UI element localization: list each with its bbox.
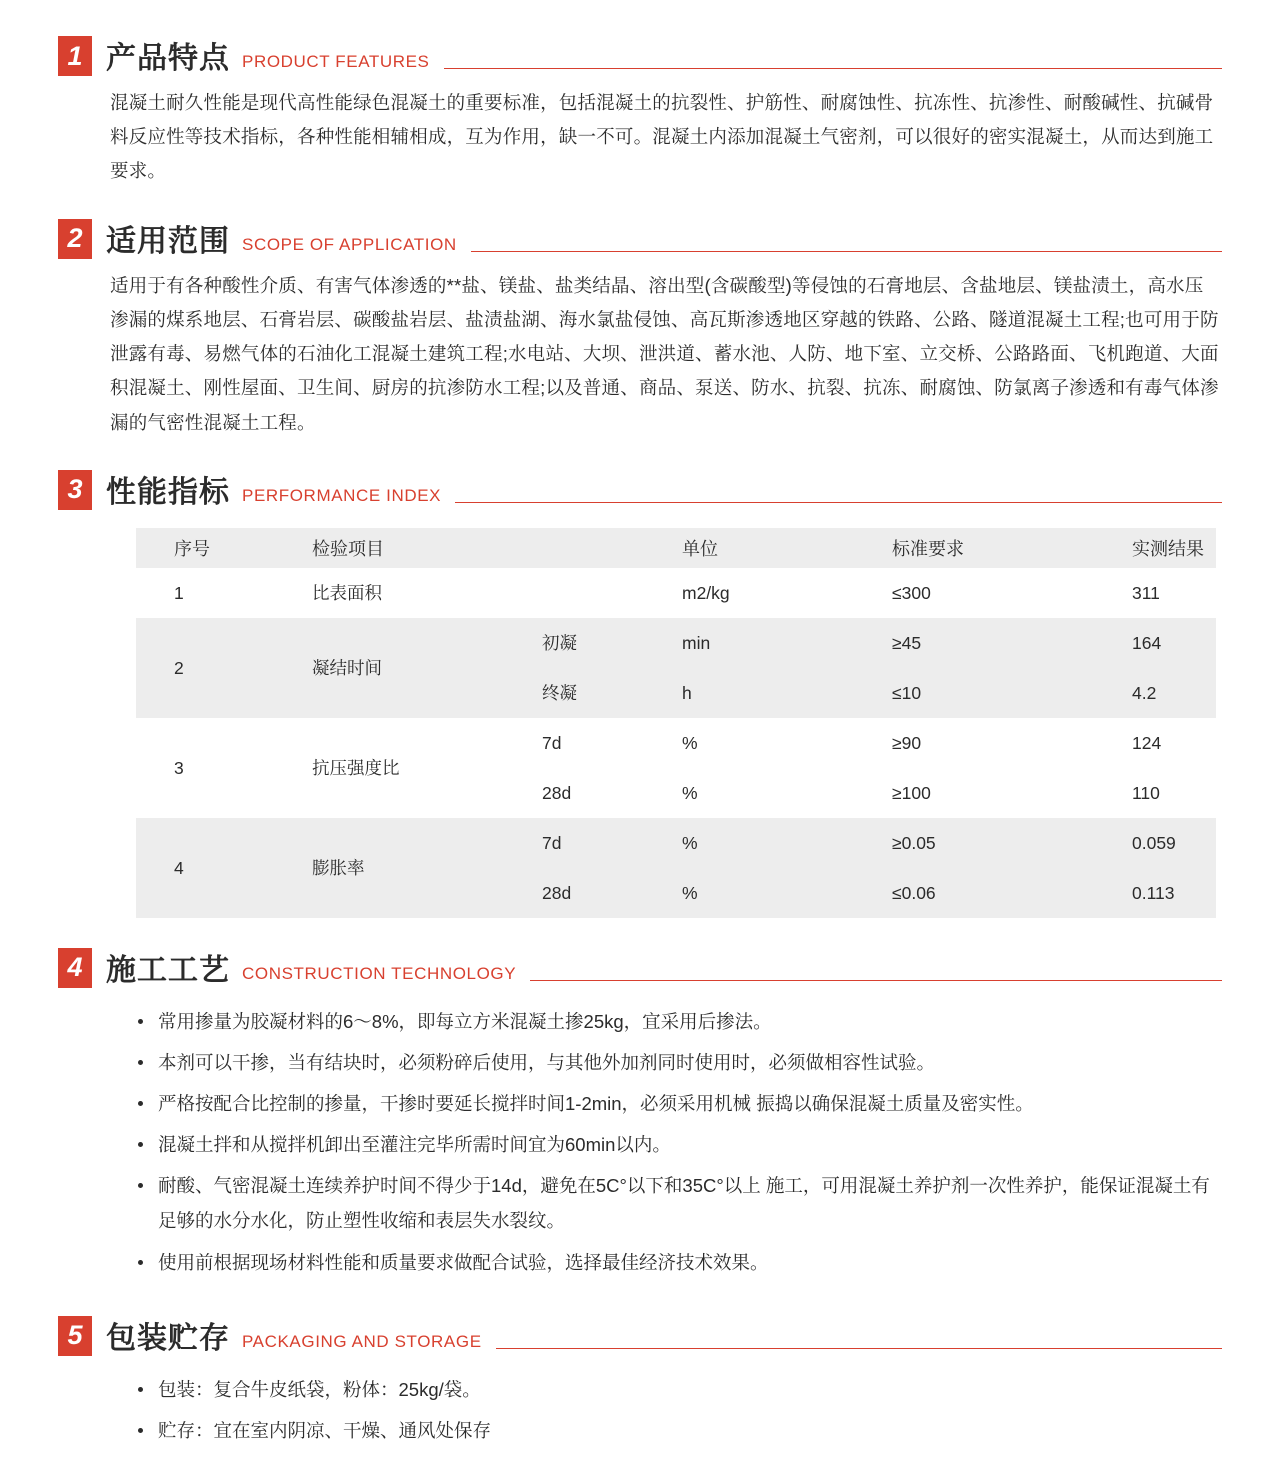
column-header-standard: 标准要求 bbox=[882, 528, 1122, 568]
cell-standard: ≥90 bbox=[882, 718, 1122, 768]
table-row bbox=[136, 568, 1216, 618]
header-rule bbox=[530, 980, 1222, 981]
cell-result: 4.2 bbox=[1122, 668, 1216, 718]
cell-result: 110 bbox=[1122, 768, 1216, 818]
list-item: 常用掺量为胶凝材料的6～8%，即每立方米混凝土掺25kg，宜采用后掺法。 bbox=[136, 1004, 1222, 1039]
section-title-en: PACKAGING AND STORAGE bbox=[242, 1331, 482, 1351]
scope-of-application-paragraph: 适用于有各种酸性介质、有害气体渗透的**盐、镁盐、盐类结晶、溶出型(含碳酸型)等侵蚀的石膏地层、含盐地层、镁盐渍土，高水压渗漏的煤系地层、石膏岩层、碳酸盐岩层、盐渍盐湖、海水氯盐侵蚀、高瓦斯渗透地区穿越的铁路、公路、隧道混凝土工程;也可用于防泄露有毒、易燃气体的石油化工混凝土建筑工程;水电站、大坝、泄洪道、蓄水池、人防、地下室、立交桥、公路路面、飞机跑道、大面积混凝土、刚性屋面、卫生间、厨房的抗渗防水工程;以及普通、商品、泵送、防水、抗裂、抗冻、耐腐蚀、防氯离子渗透和有毒气体渗漏的气密性混凝土工程。 bbox=[110, 274, 1219, 433]
header-rule bbox=[455, 502, 1222, 503]
cell-result: 311 bbox=[1122, 568, 1216, 618]
section-header-product-features bbox=[58, 36, 1222, 76]
list-item: 贮存：宜在室内阴凉、干燥、通风处保存 bbox=[136, 1413, 1222, 1448]
cell-item: 抗压强度比 bbox=[284, 718, 532, 818]
table-row bbox=[136, 818, 1216, 868]
cell-subitem: 7d bbox=[532, 818, 672, 868]
list-item: 本剂可以干掺，当有结块时，必须粉碎后使用，与其他外加剂同时使用时，必须做相容性试验。 bbox=[136, 1045, 1222, 1080]
section-title-cn: 包装贮存 bbox=[106, 1321, 230, 1355]
cell-unit: % bbox=[672, 818, 882, 868]
construction-technology-list bbox=[136, 1004, 1222, 1280]
header-rule bbox=[444, 68, 1223, 69]
cell-subitem: 7d bbox=[532, 718, 672, 768]
table-header-row bbox=[136, 528, 1216, 568]
cell-unit: m2/kg bbox=[672, 568, 882, 618]
spacer bbox=[58, 918, 1222, 948]
cell-result: 164 bbox=[1122, 618, 1216, 668]
cell-no: 4 bbox=[136, 818, 284, 918]
section-header-scope-of-application bbox=[58, 219, 1222, 259]
cell-unit: h bbox=[672, 668, 882, 718]
performance-index-table bbox=[136, 528, 1216, 918]
cell-result: 124 bbox=[1122, 718, 1216, 768]
cell-no: 1 bbox=[136, 568, 284, 618]
section-number-badge: 3 bbox=[58, 470, 92, 510]
cell-subitem: 28d bbox=[532, 868, 672, 918]
section-header-performance-index bbox=[58, 470, 1222, 510]
cell-item: 膨胀率 bbox=[284, 818, 532, 918]
list-item: 严格按配合比控制的掺量，干掺时要延长搅拌时间1-2min，必须采用机械 振捣以确保混凝土质量及密实性。 bbox=[136, 1086, 1222, 1121]
product-features-paragraph: 混凝土耐久性能是现代高性能绿色混凝土的重要标准，包括混凝土的抗裂性、护筋性、耐腐蚀性、抗冻性、抗渗性、耐酸碱性、抗碱骨料反应性等技术指标，各种性能相辅相成，互为作用，缺一不可。混凝土内添加混凝土气密剂，可以很好的密实混凝土，从而达到施工要求。 bbox=[110, 92, 1214, 182]
section-title-cn: 适用范围 bbox=[106, 224, 230, 258]
section-number-badge: 2 bbox=[58, 219, 92, 259]
section-number-badge: 1 bbox=[58, 36, 92, 76]
cell-result: 0.059 bbox=[1122, 818, 1216, 868]
header-rule bbox=[471, 251, 1222, 252]
cell-standard: ≤10 bbox=[882, 668, 1122, 718]
cell-standard: ≤0.06 bbox=[882, 868, 1122, 918]
column-header-no: 序号 bbox=[136, 528, 284, 568]
cell-item: 比表面积 bbox=[284, 568, 672, 618]
cell-standard: ≤300 bbox=[882, 568, 1122, 618]
table-row bbox=[136, 618, 1216, 668]
cell-standard: ≥45 bbox=[882, 618, 1122, 668]
cell-subitem: 终凝 bbox=[532, 668, 672, 718]
section-header-packaging-and-storage bbox=[58, 1316, 1222, 1356]
section-title-en: PRODUCT FEATURES bbox=[242, 52, 430, 71]
table-row bbox=[136, 718, 1216, 768]
cell-item: 凝结时间 bbox=[284, 618, 532, 718]
packaging-and-storage-list bbox=[136, 1372, 1222, 1448]
cell-unit: min bbox=[672, 618, 882, 668]
cell-subitem: 28d bbox=[532, 768, 672, 818]
section-title-en: SCOPE OF APPLICATION bbox=[242, 234, 457, 254]
cell-result: 0.113 bbox=[1122, 868, 1216, 918]
column-header-unit: 单位 bbox=[672, 528, 882, 568]
spacer bbox=[58, 189, 1222, 219]
list-item: 混凝土拌和从搅拌机卸出至灌注完毕所需时间宜为60min以内。 bbox=[136, 1127, 1222, 1162]
section-title-en: PERFORMANCE INDEX bbox=[242, 485, 442, 505]
spacer bbox=[58, 440, 1222, 470]
column-header-result: 实测结果 bbox=[1122, 528, 1216, 568]
cell-standard: ≥100 bbox=[882, 768, 1122, 818]
list-item: 耐酸、气密混凝土连续养护时间不得少于14d，避免在5C°以下和35C°以上 施工，可用混凝土养护剂一次性养护，能保证混凝土有足够的水分水化，防止塑性收缩和表层失水裂纹。 bbox=[136, 1168, 1222, 1238]
section-number-badge: 5 bbox=[58, 1316, 92, 1356]
section-title-cn: 产品特点 bbox=[106, 42, 230, 75]
list-item: 使用前根据现场材料性能和质量要求做配合试验，选择最佳经济技术效果。 bbox=[136, 1245, 1222, 1280]
column-header-item: 检验项目 bbox=[284, 528, 672, 568]
cell-unit: % bbox=[672, 768, 882, 818]
cell-standard: ≥0.05 bbox=[882, 818, 1122, 868]
cell-no: 2 bbox=[136, 618, 284, 718]
list-item: 包装：复合牛皮纸袋，粉体：25kg/袋。 bbox=[136, 1372, 1222, 1407]
cell-no: 3 bbox=[136, 718, 284, 818]
section-title-cn: 性能指标 bbox=[106, 475, 230, 509]
cell-unit: % bbox=[672, 718, 882, 768]
section-title-cn: 施工工艺 bbox=[106, 953, 230, 987]
section-number-badge: 4 bbox=[58, 948, 92, 988]
section-title-en: CONSTRUCTION TECHNOLOGY bbox=[242, 963, 517, 983]
cell-subitem: 初凝 bbox=[532, 618, 672, 668]
spacer bbox=[58, 1286, 1222, 1316]
header-rule bbox=[496, 1348, 1222, 1349]
cell-unit: % bbox=[672, 868, 882, 918]
section-header-construction-technology bbox=[58, 948, 1222, 988]
